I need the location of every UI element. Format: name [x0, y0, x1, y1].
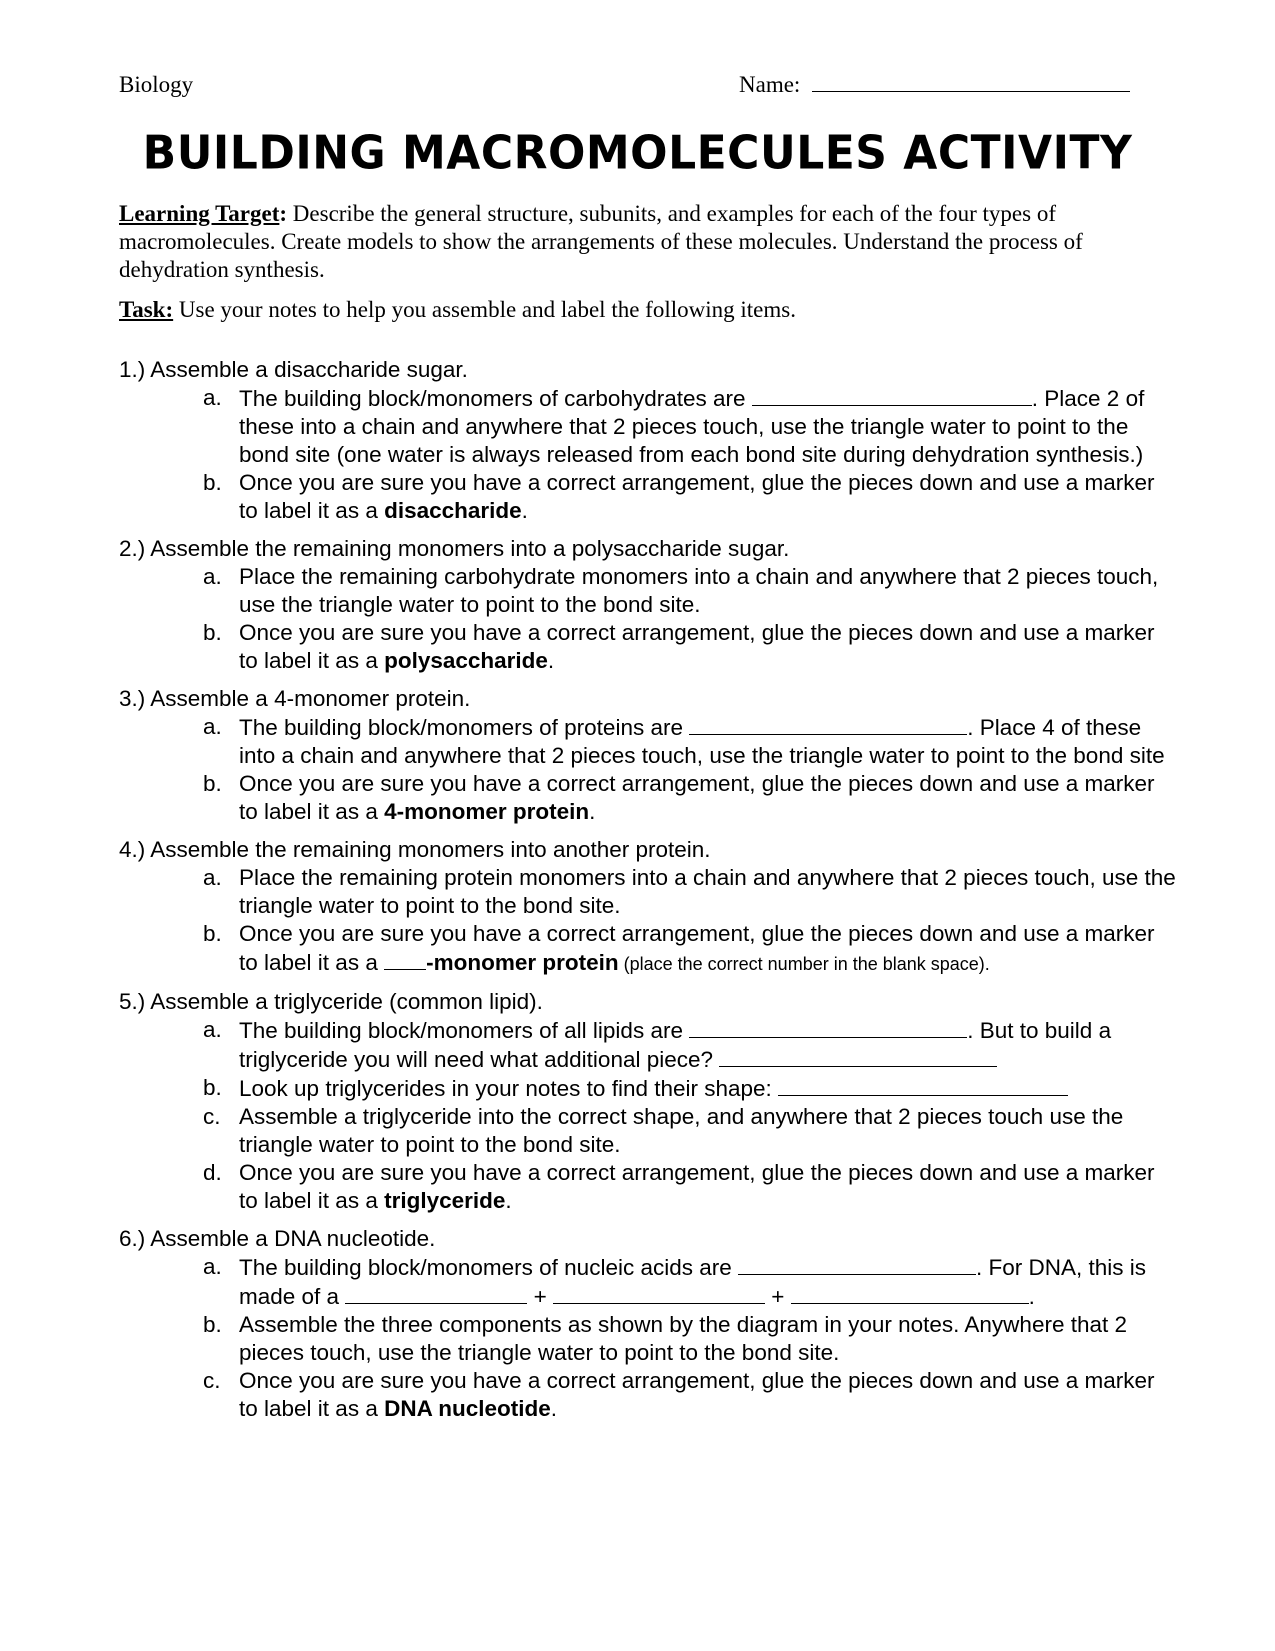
- sub-letter: c.: [203, 1368, 221, 1393]
- sub-item: [119, 1074, 1179, 1103]
- sub-item: [119, 1367, 1179, 1423]
- sub-item: [119, 1253, 1179, 1311]
- name-blank[interactable]: [812, 90, 1130, 92]
- note-text: (place the correct number in the blank space).: [618, 954, 990, 974]
- answer-blank[interactable]: [689, 713, 967, 735]
- sub-text: .: [589, 799, 596, 824]
- sub-text: Once you are sure you have a correct arrangement, glue the pieces down and use a marker to label it as a: [239, 620, 1155, 673]
- sub-text: Once you are sure you have a correct arrangement, glue the pieces down and use a marker to label it as a: [239, 1160, 1155, 1213]
- sub-text: Assemble a triglyceride into the correct shape, and anywhere that 2 pieces touch use the triangle water to point to the bond site.: [239, 1104, 1124, 1157]
- sub-text: The building block/monomers of proteins are: [239, 715, 690, 740]
- item-heading: 4.) Assemble the remaining monomers into another protein.: [119, 837, 711, 862]
- sub-letter: b.: [203, 1312, 222, 1337]
- sub-letter: a.: [203, 1017, 222, 1042]
- learning-target-label: Learning Target: [119, 201, 280, 226]
- sub-item: [119, 619, 1179, 675]
- sub-text: Once you are sure you have a correct arrangement, glue the pieces down and use a marker to label it as a: [239, 921, 1155, 975]
- answer-blank[interactable]: [345, 1282, 527, 1304]
- list-item: [119, 988, 1179, 1215]
- sub-text: The building block/monomers of carbohydrates are: [239, 386, 752, 411]
- sub-letter: b.: [203, 921, 222, 946]
- subject-label: Biology: [119, 72, 194, 97]
- sub-item: [119, 713, 1179, 770]
- answer-blank[interactable]: [791, 1282, 1029, 1304]
- item-heading: 5.) Assemble a triglyceride (common lipid).: [119, 989, 543, 1014]
- sub-text: Assemble the three components as shown by the diagram in your notes. Anywhere that 2 pieces touch, use the triangle water to point to the bond site.: [239, 1312, 1128, 1365]
- sub-item: [119, 384, 1179, 469]
- sub-letter: b.: [203, 771, 222, 796]
- sub-text: The building block/monomers of all lipids are: [239, 1018, 690, 1043]
- name-label: Name:: [739, 72, 801, 97]
- item-list: [119, 356, 1179, 1433]
- learning-target: Learning Target: Describe the general structure, subunits, and examples for each of the four types of macromolecules. Create models to show the arrangements of these molecules. Understand the process of dehydration synthesis.: [119, 201, 1083, 282]
- sub-letter: b.: [203, 470, 222, 495]
- sub-text: Once you are sure you have a correct arrangement, glue the pieces down and use a marker to label it as a: [239, 771, 1155, 824]
- sub-item: [119, 920, 1179, 978]
- sub-text: Place the remaining protein monomers into a chain and anywhere that 2 pieces touch, use the triangle water to point to the bond site.: [239, 865, 1176, 918]
- sub-text: . Place 4 of these into a chain and anywhere that 2 pieces touch, use the triangle water to point to the bond site: [239, 715, 1165, 768]
- answer-blank[interactable]: [738, 1253, 976, 1275]
- name-field: [739, 72, 1130, 98]
- bold-term: triglyceride: [384, 1188, 506, 1213]
- sub-text: Place the remaining carbohydrate monomers into a chain and anywhere that 2 pieces touch, use the triangle water to point to the bond site.: [239, 564, 1159, 617]
- sub-item: [119, 770, 1179, 826]
- sub-item: [119, 1159, 1179, 1215]
- sub-text: .: [550, 1396, 558, 1421]
- sub-text: .: [505, 1188, 512, 1213]
- sub-item: [119, 1103, 1179, 1159]
- task-label: Task:: [119, 297, 174, 322]
- task: [119, 296, 1169, 324]
- list-item: [119, 535, 1179, 675]
- sub-letter: a.: [203, 714, 222, 739]
- sub-item: [119, 469, 1179, 525]
- sub-text: .: [1028, 1284, 1035, 1309]
- task-text: Use your notes to help you assemble and label the following items.: [173, 297, 796, 322]
- sub-text: .: [547, 648, 555, 673]
- answer-blank[interactable]: [384, 948, 426, 970]
- answer-blank[interactable]: [778, 1074, 1068, 1096]
- bold-term: disaccharide: [384, 498, 522, 523]
- sub-text: . But to build a triglyceride you will need what additional piece?: [239, 1018, 1112, 1072]
- sub-letter: a.: [203, 865, 222, 890]
- sub-letter: a.: [203, 385, 222, 410]
- sub-letter: b.: [203, 620, 222, 645]
- sub-text: Once you are sure you have a correct arrangement, glue the pieces down and use a marker to label it as a: [239, 470, 1155, 523]
- plus-sign: +: [764, 1284, 791, 1309]
- list-item: [119, 356, 1179, 525]
- sub-text: Once you are sure you have a correct arrangement, glue the pieces down and use a marker to label it as a: [239, 1368, 1155, 1421]
- sub-item: [119, 1016, 1179, 1074]
- item-heading: 6.) Assemble a DNA nucleotide.: [119, 1226, 436, 1251]
- list-item: [119, 1225, 1179, 1423]
- answer-blank[interactable]: [689, 1016, 967, 1038]
- sub-item: [119, 563, 1179, 619]
- item-heading: 3.) Assemble a 4-monomer protein.: [119, 686, 471, 711]
- sub-text: . For DNA, this is made of a: [239, 1255, 1147, 1309]
- bold-term: DNA nucleotide: [384, 1396, 551, 1421]
- plus-sign: +: [527, 1284, 553, 1309]
- list-item: [119, 685, 1179, 826]
- sub-letter: d.: [203, 1160, 222, 1185]
- sub-text: Look up triglycerides in your notes to find their shape:: [239, 1076, 779, 1101]
- list-item: [119, 836, 1179, 978]
- answer-blank[interactable]: [553, 1282, 765, 1304]
- item-heading: 2.) Assemble the remaining monomers into a polysaccharide sugar.: [119, 536, 790, 561]
- sub-letter: a.: [203, 1254, 222, 1279]
- sub-letter: c.: [203, 1104, 221, 1129]
- bold-term: 4-monomer protein: [384, 799, 590, 824]
- sub-item: [119, 864, 1179, 920]
- page-title: BUILDING MACROMOLECULES ACTIVITY: [142, 126, 1133, 181]
- sub-text: .: [521, 498, 528, 523]
- header: [119, 72, 1156, 102]
- sub-letter: b.: [203, 1075, 222, 1100]
- learning-target-text: Describe the general structure, subunits, and examples for each of the four types of macromolecules. Create models to show the arrangements of these molecules. Understand the process of dehydration synthesis.: [119, 201, 1083, 282]
- intro: [119, 200, 1169, 336]
- sub-text: . Place 2 of these into a chain and anywhere that 2 pieces touch, use the triangle water to point to the bond site (one water is always released from each bond site during dehydration synthesis.): [239, 386, 1145, 467]
- answer-blank[interactable]: [752, 384, 1032, 406]
- bold-term: -monomer protein: [426, 950, 619, 975]
- sub-item: [119, 1311, 1179, 1367]
- bold-term: polysaccharide: [384, 648, 548, 673]
- answer-blank[interactable]: [719, 1045, 997, 1067]
- sub-text: The building block/monomers of nucleic acids are: [239, 1255, 738, 1280]
- sub-letter: a.: [203, 564, 222, 589]
- item-heading: 1.) Assemble a disaccharide sugar.: [119, 357, 468, 382]
